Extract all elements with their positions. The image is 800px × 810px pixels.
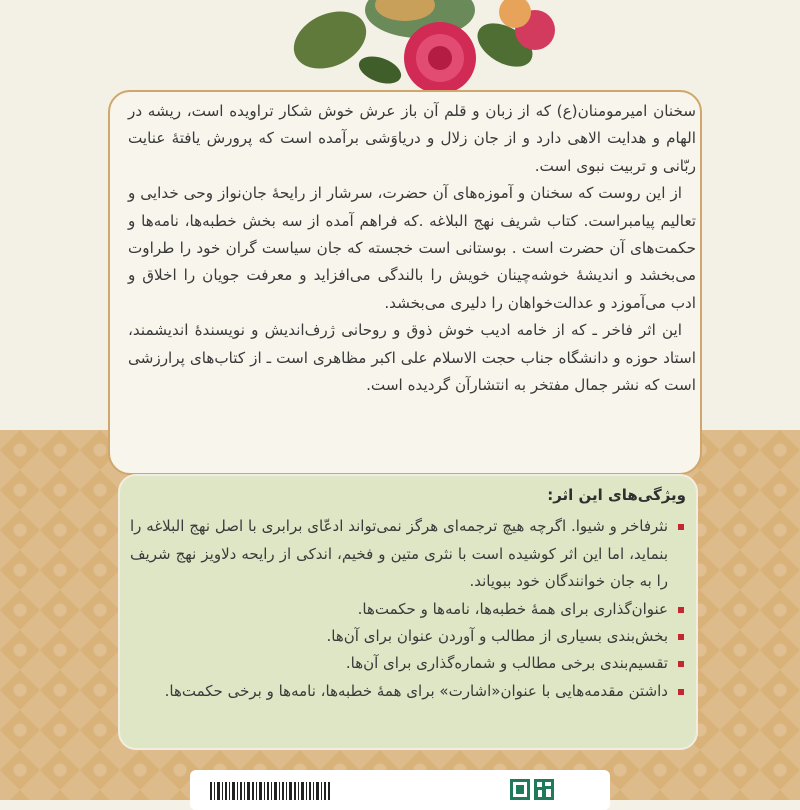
feature-text: تقسیم‌بندی برخی مطالب و شماره‌گذاری برای آن‌ها. bbox=[345, 654, 668, 673]
feature-text: بخش‌بندی بسیاری از مطالب و آوردن عنوان برای آن‌ها. bbox=[326, 627, 668, 646]
bullet-square-icon bbox=[678, 524, 684, 530]
description-text bbox=[128, 98, 696, 399]
features-list bbox=[130, 513, 686, 705]
bullet-square-icon bbox=[678, 634, 684, 640]
feature-item bbox=[130, 623, 686, 650]
features-title: ویژگی‌های این اثر: bbox=[547, 486, 686, 504]
feature-text: عنوان‌گذاری برای همهٔ خطبه‌ها، نامه‌ها و حکمت‌ها. bbox=[357, 599, 668, 618]
feature-text: نثرفاخر و شیوا. اگرچه هیچ ترجمه‌ای هرگز نمی‌تواند ادعّای برابری با اصل نهج البلاغه را بنماید، اما این اثر کوشیده است با نثری متین و فخیم، اندکی از رایحه دلاویز نهج شریف را به جان خوانندگان خود ببویاند. bbox=[130, 517, 668, 591]
qr-code-icon bbox=[510, 779, 554, 800]
flower-bird-illustration-icon bbox=[270, 0, 570, 95]
bullet-square-icon bbox=[678, 661, 684, 667]
feature-text: داشتن مقدمه‌هایی با عنوان«اشارت» برای همهٔ خطبه‌ها، نامه‌ها و برخی حکمت‌ها. bbox=[164, 681, 668, 700]
feature-item bbox=[130, 596, 686, 623]
intro-paragraph: سخنان امیرمومنان(ع) که از زبان و قلم آن باز عرش خوش شکار تراویده است، ریشه در الهام و هدایت الاهی دارد و از جان زلال و دریاوَشی برآمده است که پرورش یافتهٔ عنایت ربّانی و تربیت نبوی است. bbox=[128, 102, 696, 175]
feature-item bbox=[130, 513, 686, 595]
intro-paragraph: از این روست که سخنان و آموزه‌های آن حضرت، سرشار از رایحهٔ جان‌نواز وحی خدایی و تعالیم پیامبراست. کتاب شریف نهج البلاغه .که فراهم آمده از سه بخش خطبه‌ها، نامه‌ها و حکمت‌های آن حضرت است . بوستانی است خجسته که جان سیاست گران خود را طراوت می‌بخشد و اندیشهٔ خوشه‌چینان خویش را بالندگی می‌افزاید و معرفت جویان را اخلاق و ادب می‌آموزد و عدالت‌خواهان را دلیری می‌بخشد. bbox=[128, 184, 696, 312]
features-section bbox=[130, 482, 686, 705]
feature-item bbox=[130, 650, 686, 677]
barcode-icon bbox=[210, 782, 330, 800]
intro-paragraph: این اثر فاخر ـ که از خامه ادیب خوش ذوق و روحانی ژرف‌اندیش و نویسندهٔ اندیشمند، استاد حوزه و دانشگاه جناب حجت الاسلام علی اکبر مظاهری است ـ از کتاب‌های پرارزشی است که نشر جمال مفتخر به انتشارآن گردیده است. bbox=[128, 321, 696, 395]
bullet-square-icon bbox=[678, 689, 684, 695]
feature-item bbox=[130, 678, 686, 705]
bullet-square-icon bbox=[678, 607, 684, 613]
